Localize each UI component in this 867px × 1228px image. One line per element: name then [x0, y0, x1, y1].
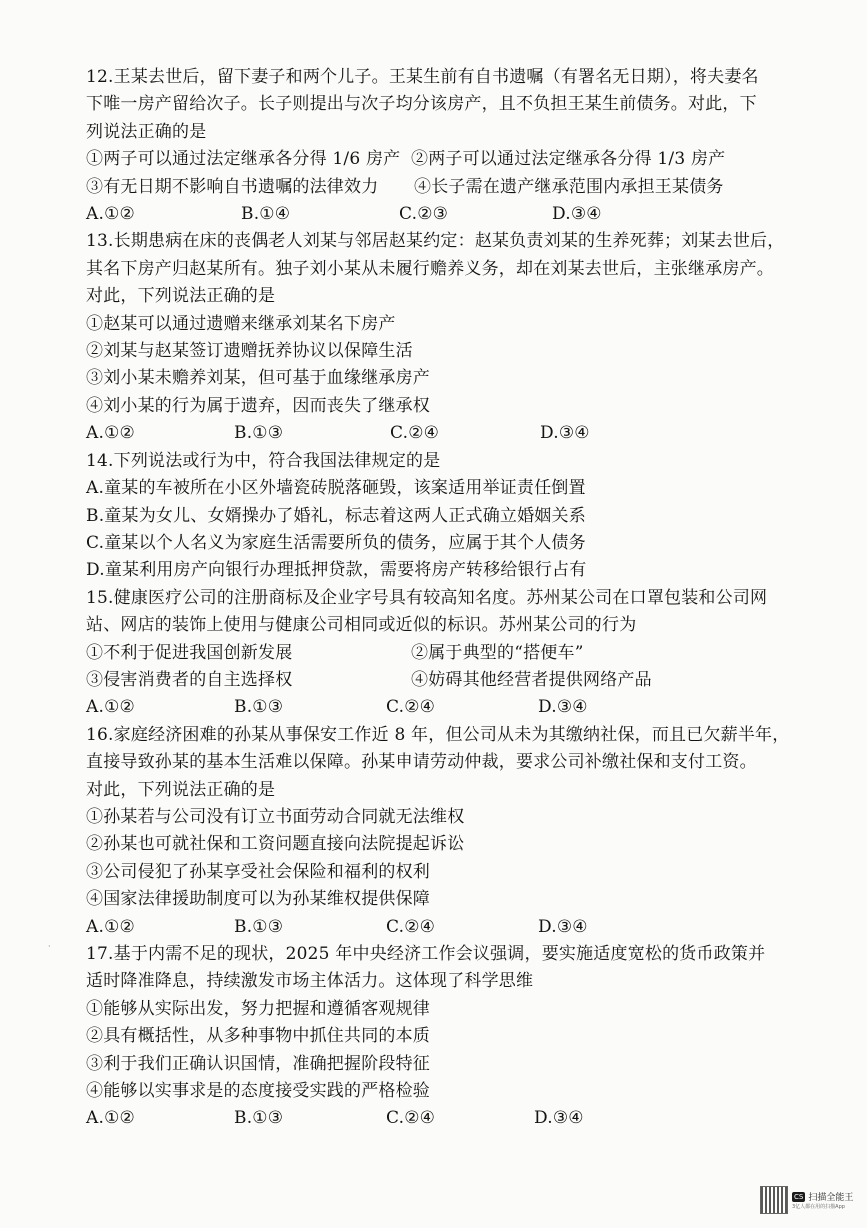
scanner-title: 扫描全能王	[808, 1193, 854, 1203]
question-12	[86, 64, 806, 228]
question-stem: 14.下列说法或行为中，符合我国法律规定的是	[86, 450, 441, 471]
option-a: A.①②	[86, 423, 135, 444]
statement: ②孙某也可就社保和工资问题直接向法院提起诉讼	[86, 834, 465, 855]
statement: ①不利于促进我国创新发展	[86, 642, 293, 663]
statement: ①赵某可以通过遗赠来继承刘某名下房产	[86, 313, 396, 334]
statement: ②两子可以通过法定继承各分得 1/3 房产	[411, 149, 726, 170]
statement: ③刘小某未赡养刘某，但可基于血缘继承房产	[86, 368, 430, 389]
option-d: D.童某利用房产向银行办理抵押贷款，需要将房产转移给银行占有	[86, 560, 587, 581]
answer-options	[86, 914, 806, 941]
option-c: C.②④	[390, 423, 440, 444]
answer-options	[86, 1105, 806, 1132]
answer-options	[86, 420, 806, 447]
question-stem: 下唯一房产留给次子。长子则提出与次子均分该房产，且不负担王某生前债务。对此，下	[86, 94, 757, 115]
statement: ②具有概括性，从多种事物中抓住共同的本质	[86, 1026, 430, 1047]
statement: ①两子可以通过法定继承各分得 1/6 房产	[86, 149, 401, 170]
option-d: D.③④	[538, 916, 588, 937]
statement: ①能够从实际出发，努力把握和遵循客观规律	[86, 998, 430, 1019]
question-17	[86, 941, 806, 1133]
statement-row	[86, 640, 806, 667]
qr-code-icon	[760, 1186, 788, 1214]
option-b: B.①③	[234, 1108, 284, 1129]
statement: ④妨碍其他经营者提供网络产品	[411, 669, 652, 690]
statement: ③侵害消费者的自主选择权	[86, 669, 293, 690]
option-d: D.③④	[538, 697, 588, 718]
question-16	[86, 722, 806, 941]
question-stem: 站、网店的装饰上使用与健康公司相同或近似的标识。苏州某公司的行为	[86, 615, 637, 636]
option-b: B.童某为女儿、女婿操办了婚礼，标志着这两人正式确立婚姻关系	[86, 505, 586, 526]
question-13	[86, 228, 806, 447]
question-stem: 其名下房产归赵某所有。独子刘小某从未履行赡养义务，却在刘某去世后，主张继承房产。	[86, 258, 774, 279]
statement: ④刘小某的行为属于遗弃，因而丧失了继承权	[86, 395, 430, 416]
scanner-brand	[792, 1190, 853, 1210]
option-b: B.①③	[234, 423, 284, 444]
statement: ①孙某若与公司没有订立书面劳动合同就无法维权	[86, 806, 465, 827]
statement: ②属于典型的“搭便车”	[411, 642, 584, 663]
option-b: B.①④	[241, 204, 291, 225]
option-c: C.童某以个人名义为家庭生活需要所负的债务，应属于其个人债务	[86, 532, 586, 553]
option-c: C.②④	[386, 1108, 436, 1129]
question-stem: 直接导致孙某的基本生活难以保障。孙某申请劳动仲裁，要求公司补缴社保和支付工资。	[86, 752, 757, 773]
question-stem: 适时降准降息，持续激发市场主体活力。这体现了科学思维	[86, 971, 534, 992]
question-stem: 对此，下列说法正确的是	[86, 286, 276, 307]
option-c: C.②④	[386, 697, 436, 718]
question-stem: 16.家庭经济困难的孙某从事保安工作近 8 年，但公司从未为其缴纳社保，而且已欠薪半年，	[86, 724, 790, 745]
statement-row	[86, 174, 806, 201]
option-a: A.①②	[86, 1108, 135, 1129]
statement-row	[86, 667, 806, 694]
statement: ③利于我们正确认识国情，准确把握阶段特征	[86, 1053, 430, 1074]
option-d: D.③④	[540, 423, 590, 444]
option-d: D.③④	[534, 1108, 584, 1129]
statement: ②刘某与赵某签订遗赠抚养协议以保障生活	[86, 341, 413, 362]
question-stem: 对此，下列说法正确的是	[86, 779, 276, 800]
answer-options	[86, 201, 806, 228]
statement: ④长子需在遗产继承范围内承担王某债务	[414, 176, 724, 197]
question-14	[86, 448, 806, 585]
statement: ③公司侵犯了孙某享受社会保险和福利的权利	[86, 861, 430, 882]
option-b: B.①③	[234, 697, 284, 718]
question-stem: 17.基于内需不足的现状，2025 年中央经济工作会议强调，要实施适度宽松的货币政策并	[86, 944, 766, 964]
question-stem: 15.健康医疗公司的注册商标及企业字号具有较高知名度。苏州某公司在口罩包装和公司网	[86, 587, 768, 608]
scanner-subtitle: 3亿人都在用的扫描App	[792, 1204, 845, 1210]
answer-options	[86, 694, 806, 721]
option-a: A.①②	[86, 916, 135, 937]
statement: ④能够以实事求是的态度接受实践的严格检验	[86, 1081, 430, 1102]
option-d: D.③④	[552, 204, 602, 225]
statement-row	[86, 146, 806, 173]
statement: ④国家法律援助制度可以为孙某维权提供保障	[86, 889, 430, 910]
question-stem: 12.王某去世后，留下妻子和两个儿子。王某生前有自书遗嘱（有署名无日期），将夫妻名	[86, 67, 759, 87]
scan-speck: ·	[48, 942, 51, 951]
question-stem: 列说法正确的是	[86, 121, 207, 142]
question-15	[86, 585, 806, 722]
exam-page	[86, 64, 806, 1133]
option-a: A.童某的车被所在小区外墙瓷砖脱落砸毁，该案适用举证责任倒置	[86, 478, 586, 499]
option-c: C.②④	[386, 916, 436, 937]
scanner-watermark	[760, 1183, 856, 1217]
option-b: B.①③	[234, 916, 284, 937]
question-stem: 13.长期患病在床的丧偶老人刘某与邻居赵某约定：赵某负责刘某的生养死葬；刘某去世后，	[86, 231, 785, 252]
option-c: C.②③	[399, 204, 449, 225]
option-a: A.①②	[86, 204, 135, 225]
scanner-logo-badge: CS	[794, 1192, 804, 1201]
option-a: A.①②	[86, 697, 135, 718]
statement: ③有无日期不影响自书遗嘱的法律效力	[86, 176, 379, 197]
